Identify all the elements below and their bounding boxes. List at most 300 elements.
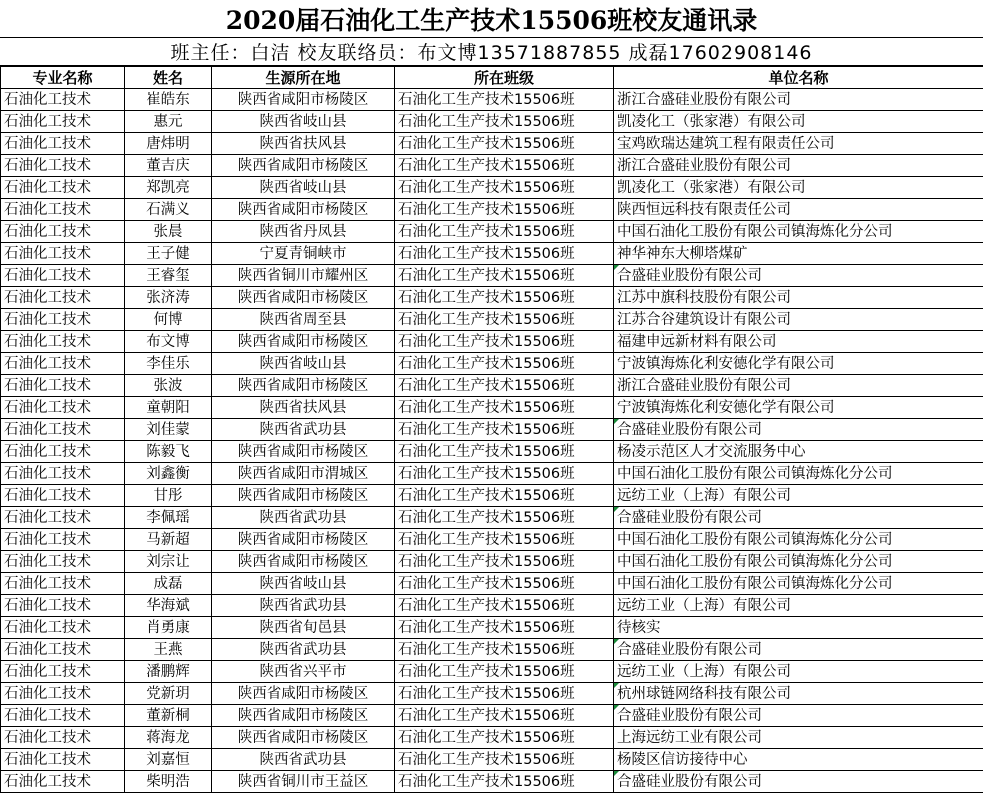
class-cell[interactable]	[395, 749, 614, 771]
major-cell[interactable]	[1, 551, 125, 573]
header-company[interactable]: 单位名称	[614, 67, 983, 89]
class-cell[interactable]	[395, 89, 614, 111]
company-cell[interactable]	[614, 89, 983, 111]
company-cell[interactable]	[614, 199, 983, 221]
name-cell[interactable]	[125, 771, 212, 793]
table-row	[1, 111, 983, 133]
header-name[interactable]: 姓名	[125, 67, 212, 89]
class-cell-text: 石油化工生产技术15506班	[398, 334, 575, 350]
origin-cell[interactable]	[212, 507, 395, 529]
company-cell[interactable]	[614, 529, 983, 551]
major-cell[interactable]	[1, 177, 125, 199]
origin-cell-text: 陕西省咸阳市杨陵区	[238, 92, 369, 108]
major-cell-text: 石油化工技术	[4, 180, 91, 196]
header-row	[1, 67, 983, 89]
origin-cell-text: 陕西省咸阳市杨陵区	[238, 158, 369, 174]
major-cell-text: 石油化工技术	[4, 752, 91, 768]
major-cell[interactable]	[1, 133, 125, 155]
class-cell-text: 石油化工生产技术15506班	[398, 576, 575, 592]
name-cell-text: 蒋海龙	[146, 730, 190, 746]
name-cell-text: 党新玥	[146, 686, 190, 702]
major-cell[interactable]	[1, 419, 125, 441]
company-cell[interactable]	[614, 133, 983, 155]
origin-cell[interactable]	[212, 309, 395, 331]
major-cell-text: 石油化工技术	[4, 664, 91, 680]
company-cell-text: 中国石油化工股份有限公司镇海炼化分公司	[617, 532, 893, 548]
name-cell[interactable]	[125, 397, 212, 419]
class-cell[interactable]	[395, 639, 614, 661]
class-cell[interactable]	[395, 573, 614, 595]
name-cell-text: 王睿玺	[146, 268, 190, 284]
class-cell-text: 石油化工生产技术15506班	[398, 510, 575, 526]
table-row	[1, 375, 983, 397]
name-cell-text: 童朝阳	[146, 400, 190, 416]
class-cell-text: 石油化工生产技术15506班	[398, 356, 575, 372]
table-row	[1, 485, 983, 507]
major-cell-text: 石油化工技术	[4, 378, 91, 394]
origin-cell[interactable]	[212, 287, 395, 309]
name-cell-text: 郑凯亮	[146, 180, 190, 196]
table-row	[1, 617, 983, 639]
major-cell[interactable]	[1, 683, 125, 705]
origin-cell[interactable]	[212, 353, 395, 375]
class-cell-text: 石油化工生产技术15506班	[398, 268, 575, 284]
class-cell[interactable]	[395, 199, 614, 221]
major-cell-text: 石油化工技术	[4, 620, 91, 636]
name-cell[interactable]	[125, 683, 212, 705]
class-cell[interactable]	[395, 617, 614, 639]
major-cell[interactable]	[1, 441, 125, 463]
table-row	[1, 177, 983, 199]
major-cell-text: 石油化工技术	[4, 92, 91, 108]
class-cell[interactable]	[395, 529, 614, 551]
comment-marker-icon	[614, 705, 619, 710]
class-cell-text: 石油化工生产技术15506班	[398, 202, 575, 218]
origin-cell-text: 陕西省兴平市	[260, 664, 347, 680]
company-cell[interactable]	[614, 375, 983, 397]
company-cell-text: 杨凌示范区人才交流服务中心	[617, 444, 806, 460]
table-row	[1, 683, 983, 705]
major-cell[interactable]	[1, 771, 125, 793]
table-row	[1, 573, 983, 595]
major-cell-text: 石油化工技术	[4, 334, 91, 350]
company-cell[interactable]	[614, 771, 983, 793]
class-cell-text: 石油化工生产技术15506班	[398, 246, 575, 262]
major-cell[interactable]	[1, 331, 125, 353]
table-row	[1, 89, 983, 111]
major-cell-text: 石油化工技术	[4, 554, 91, 570]
origin-cell-text: 陕西省岐山县	[260, 356, 347, 372]
origin-cell[interactable]	[212, 749, 395, 771]
name-cell[interactable]	[125, 573, 212, 595]
name-cell[interactable]	[125, 331, 212, 353]
origin-cell[interactable]	[212, 331, 395, 353]
company-cell[interactable]	[614, 265, 983, 287]
company-cell-text: 杨陵区信访接待中心	[617, 752, 748, 768]
company-cell[interactable]	[614, 683, 983, 705]
company-cell[interactable]	[614, 309, 983, 331]
major-cell[interactable]	[1, 485, 125, 507]
company-cell[interactable]	[614, 287, 983, 309]
name-cell[interactable]	[125, 507, 212, 529]
company-cell-text: 中国石油化工股份有限公司镇海炼化分公司	[617, 466, 893, 482]
company-cell[interactable]	[614, 661, 983, 683]
class-cell[interactable]	[395, 551, 614, 573]
major-cell[interactable]	[1, 639, 125, 661]
class-cell[interactable]	[395, 771, 614, 793]
table-row	[1, 155, 983, 177]
origin-cell[interactable]	[212, 485, 395, 507]
origin-cell[interactable]	[212, 639, 395, 661]
company-cell-text: 杭州球链网络科技有限公司	[617, 686, 791, 702]
company-cell[interactable]	[614, 617, 983, 639]
origin-cell[interactable]	[212, 771, 395, 793]
class-cell[interactable]	[395, 727, 614, 749]
name-cell[interactable]	[125, 595, 212, 617]
origin-cell-text: 陕西省武功县	[260, 752, 347, 768]
class-cell[interactable]	[395, 287, 614, 309]
name-cell-text: 张晨	[154, 224, 183, 240]
origin-cell[interactable]	[212, 199, 395, 221]
company-cell-text: 陕西恒远科技有限责任公司	[617, 202, 791, 218]
name-cell-text: 崔皓东	[146, 92, 190, 108]
origin-cell[interactable]	[212, 397, 395, 419]
name-cell[interactable]	[125, 199, 212, 221]
company-cell[interactable]	[614, 705, 983, 727]
origin-cell-text: 陕西省武功县	[260, 598, 347, 614]
company-cell[interactable]	[614, 221, 983, 243]
major-cell-text: 石油化工技术	[4, 708, 91, 724]
major-cell[interactable]	[1, 595, 125, 617]
class-cell[interactable]	[395, 177, 614, 199]
class-cell-text: 石油化工生产技术15506班	[398, 114, 575, 130]
name-cell[interactable]	[125, 441, 212, 463]
major-cell[interactable]	[1, 111, 125, 133]
origin-cell-text: 陕西省武功县	[260, 422, 347, 438]
origin-cell[interactable]	[212, 727, 395, 749]
name-cell[interactable]	[125, 177, 212, 199]
name-cell[interactable]	[125, 353, 212, 375]
class-cell-text: 石油化工生产技术15506班	[398, 664, 575, 680]
name-cell-text: 柴明浩	[146, 774, 190, 790]
origin-cell[interactable]	[212, 133, 395, 155]
table-row	[1, 353, 983, 375]
name-cell-text: 甘彤	[154, 488, 183, 504]
origin-cell[interactable]	[212, 111, 395, 133]
major-cell-text: 石油化工技术	[4, 290, 91, 306]
table-row	[1, 507, 983, 529]
name-cell-text: 陈毅飞	[146, 444, 190, 460]
origin-cell-text: 陕西省咸阳市杨陵区	[238, 686, 369, 702]
class-cell[interactable]	[395, 353, 614, 375]
company-cell[interactable]	[614, 639, 983, 661]
company-cell[interactable]	[614, 353, 983, 375]
name-cell[interactable]	[125, 133, 212, 155]
major-cell[interactable]	[1, 89, 125, 111]
company-cell-text: 浙江合盛硅业股份有限公司	[617, 92, 791, 108]
origin-cell-text: 陕西省扶风县	[260, 400, 347, 416]
name-cell-text: 潘鹏辉	[146, 664, 190, 680]
company-cell-text: 浙江合盛硅业股份有限公司	[617, 158, 791, 174]
name-cell[interactable]	[125, 639, 212, 661]
company-cell-text: 待核实	[617, 620, 661, 636]
class-cell-text: 石油化工生产技术15506班	[398, 422, 575, 438]
origin-cell[interactable]	[212, 221, 395, 243]
origin-cell-text: 陕西省旬邑县	[260, 620, 347, 636]
company-cell-text: 江苏合谷建筑设计有限公司	[617, 312, 791, 328]
company-cell-text: 合盛硅业股份有限公司	[617, 268, 762, 284]
class-cell[interactable]	[395, 265, 614, 287]
company-cell[interactable]	[614, 111, 983, 133]
major-cell-text: 石油化工技术	[4, 532, 91, 548]
name-cell[interactable]	[125, 89, 212, 111]
name-cell-text: 董吉庆	[146, 158, 190, 174]
major-cell-text: 石油化工技术	[4, 312, 91, 328]
class-cell[interactable]	[395, 133, 614, 155]
origin-cell[interactable]	[212, 661, 395, 683]
origin-cell[interactable]	[212, 463, 395, 485]
origin-cell-text: 陕西省咸阳市杨陵区	[238, 334, 369, 350]
class-cell-text: 石油化工生产技术15506班	[398, 180, 575, 196]
table-row	[1, 331, 983, 353]
class-cell-text: 石油化工生产技术15506班	[398, 92, 575, 108]
origin-cell[interactable]	[212, 683, 395, 705]
class-cell[interactable]	[395, 331, 614, 353]
comment-marker-icon	[614, 771, 619, 776]
header-origin[interactable]: 生源所在地	[212, 67, 395, 89]
class-cell[interactable]	[395, 595, 614, 617]
comment-marker-icon	[614, 683, 619, 688]
company-cell[interactable]	[614, 749, 983, 771]
name-cell-text: 刘鑫衡	[146, 466, 190, 482]
class-cell[interactable]	[395, 661, 614, 683]
name-cell-text: 布文博	[146, 334, 190, 350]
origin-cell[interactable]	[212, 375, 395, 397]
name-cell[interactable]	[125, 617, 212, 639]
class-cell-text: 石油化工生产技术15506班	[398, 136, 575, 152]
class-cell[interactable]	[395, 111, 614, 133]
header-class[interactable]: 所在班级	[395, 67, 614, 89]
class-cell-text: 石油化工生产技术15506班	[398, 290, 575, 306]
major-cell[interactable]	[1, 375, 125, 397]
name-cell[interactable]	[125, 727, 212, 749]
class-cell[interactable]	[395, 243, 614, 265]
origin-cell-text: 陕西省铜川市王益区	[238, 774, 369, 790]
name-cell[interactable]	[125, 661, 212, 683]
name-cell[interactable]	[125, 265, 212, 287]
class-cell-text: 石油化工生产技术15506班	[398, 444, 575, 460]
name-cell[interactable]	[125, 419, 212, 441]
name-cell[interactable]	[125, 705, 212, 727]
name-cell[interactable]	[125, 749, 212, 771]
company-cell[interactable]	[614, 397, 983, 419]
name-cell[interactable]	[125, 309, 212, 331]
name-cell[interactable]	[125, 485, 212, 507]
class-cell-text: 石油化工生产技术15506班	[398, 378, 575, 394]
company-cell[interactable]	[614, 551, 983, 573]
company-cell-text: 宁波镇海炼化利安德化学有限公司	[617, 356, 835, 372]
major-cell[interactable]	[1, 265, 125, 287]
company-cell-text: 江苏中旗科技股份有限公司	[617, 290, 791, 306]
company-cell[interactable]	[614, 727, 983, 749]
origin-cell[interactable]	[212, 595, 395, 617]
major-cell[interactable]	[1, 463, 125, 485]
origin-cell-text: 陕西省武功县	[260, 510, 347, 526]
class-cell[interactable]	[395, 375, 614, 397]
name-cell-text: 肖勇康	[146, 620, 190, 636]
name-cell[interactable]	[125, 463, 212, 485]
class-cell[interactable]	[395, 155, 614, 177]
company-cell-text: 合盛硅业股份有限公司	[617, 422, 762, 438]
origin-cell-text: 陕西省咸阳市杨陵区	[238, 290, 369, 306]
company-cell-text: 中国石油化工股份有限公司镇海炼化分公司	[617, 554, 893, 570]
major-cell[interactable]	[1, 155, 125, 177]
name-cell-text: 何博	[154, 312, 183, 328]
company-cell[interactable]	[614, 155, 983, 177]
class-cell[interactable]	[395, 397, 614, 419]
origin-cell[interactable]	[212, 551, 395, 573]
major-cell-text: 石油化工技术	[4, 268, 91, 284]
company-cell[interactable]	[614, 177, 983, 199]
major-cell[interactable]	[1, 397, 125, 419]
company-cell[interactable]	[614, 463, 983, 485]
name-cell-text: 张济涛	[146, 290, 190, 306]
major-cell[interactable]	[1, 529, 125, 551]
class-cell[interactable]	[395, 485, 614, 507]
major-cell-text: 石油化工技术	[4, 642, 91, 658]
origin-cell[interactable]	[212, 177, 395, 199]
company-cell-text: 合盛硅业股份有限公司	[617, 510, 762, 526]
table-row	[1, 595, 983, 617]
origin-cell[interactable]	[212, 243, 395, 265]
origin-cell[interactable]	[212, 155, 395, 177]
class-cell[interactable]	[395, 309, 614, 331]
origin-cell[interactable]	[212, 419, 395, 441]
class-cell[interactable]	[395, 221, 614, 243]
origin-cell-text: 陕西省咸阳市渭城区	[238, 466, 369, 482]
name-cell[interactable]	[125, 243, 212, 265]
origin-cell[interactable]	[212, 529, 395, 551]
origin-cell-text: 陕西省铜川市耀州区	[238, 268, 369, 284]
origin-cell-text: 陕西省岐山县	[260, 180, 347, 196]
origin-cell-text: 陕西省丹凤县	[260, 224, 347, 240]
origin-cell-text: 陕西省扶风县	[260, 136, 347, 152]
name-cell[interactable]	[125, 155, 212, 177]
header-major[interactable]: 专业名称	[1, 67, 125, 89]
name-cell-text: 刘宗让	[146, 554, 190, 570]
major-cell-text: 石油化工技术	[4, 444, 91, 460]
origin-cell[interactable]	[212, 89, 395, 111]
class-cell-text: 石油化工生产技术15506班	[398, 224, 575, 240]
major-cell-text: 石油化工技术	[4, 356, 91, 372]
company-cell[interactable]	[614, 573, 983, 595]
major-cell[interactable]	[1, 221, 125, 243]
company-cell[interactable]	[614, 595, 983, 617]
company-cell[interactable]	[614, 441, 983, 463]
major-cell[interactable]	[1, 309, 125, 331]
company-cell[interactable]	[614, 243, 983, 265]
origin-cell-text: 陕西省咸阳市杨陵区	[238, 532, 369, 548]
major-cell-text: 石油化工技术	[4, 400, 91, 416]
major-cell-text: 石油化工技术	[4, 246, 91, 262]
name-cell-text: 马新超	[146, 532, 190, 548]
class-cell[interactable]	[395, 463, 614, 485]
company-cell[interactable]	[614, 485, 983, 507]
class-cell-text: 石油化工生产技术15506班	[398, 774, 575, 790]
class-cell[interactable]	[395, 705, 614, 727]
alumni-table	[0, 66, 983, 793]
company-cell[interactable]	[614, 507, 983, 529]
name-cell[interactable]	[125, 111, 212, 133]
name-cell-text: 石满义	[146, 202, 190, 218]
major-cell[interactable]	[1, 573, 125, 595]
origin-cell[interactable]	[212, 617, 395, 639]
table-row	[1, 419, 983, 441]
name-cell[interactable]	[125, 529, 212, 551]
name-cell[interactable]	[125, 287, 212, 309]
major-cell[interactable]	[1, 727, 125, 749]
origin-cell[interactable]	[212, 441, 395, 463]
table-row	[1, 287, 983, 309]
origin-cell[interactable]	[212, 705, 395, 727]
origin-cell-text: 陕西省咸阳市杨陵区	[238, 202, 369, 218]
class-cell-text: 石油化工生产技术15506班	[398, 752, 575, 768]
major-cell[interactable]	[1, 287, 125, 309]
major-cell[interactable]	[1, 507, 125, 529]
major-cell-text: 石油化工技术	[4, 576, 91, 592]
class-cell[interactable]	[395, 419, 614, 441]
major-cell[interactable]	[1, 353, 125, 375]
major-cell[interactable]	[1, 661, 125, 683]
name-cell[interactable]	[125, 375, 212, 397]
company-cell[interactable]	[614, 419, 983, 441]
company-cell-text: 宁波镇海炼化利安德化学有限公司	[617, 400, 835, 416]
major-cell-text: 石油化工技术	[4, 598, 91, 614]
name-cell-text: 刘佳蒙	[146, 422, 190, 438]
table-row	[1, 309, 983, 331]
contact-subtitle: 班主任：白洁 校友联络员：布文博13571887855 成磊17602908146	[0, 38, 983, 66]
major-cell-text: 石油化工技术	[4, 422, 91, 438]
name-cell-text: 李佳乐	[146, 356, 190, 372]
table-row	[1, 529, 983, 551]
name-cell[interactable]	[125, 551, 212, 573]
table-row	[1, 397, 983, 419]
major-cell[interactable]	[1, 705, 125, 727]
class-cell[interactable]	[395, 507, 614, 529]
class-cell-text: 石油化工生产技术15506班	[398, 466, 575, 482]
origin-cell[interactable]	[212, 573, 395, 595]
class-cell[interactable]	[395, 683, 614, 705]
name-cell[interactable]	[125, 221, 212, 243]
name-cell-text: 李佩瑶	[146, 510, 190, 526]
table-row	[1, 727, 983, 749]
origin-cell[interactable]	[212, 265, 395, 287]
comment-marker-icon	[614, 639, 619, 644]
class-cell-text: 石油化工生产技术15506班	[398, 312, 575, 328]
major-cell[interactable]	[1, 199, 125, 221]
class-cell[interactable]	[395, 441, 614, 463]
major-cell[interactable]	[1, 243, 125, 265]
table-row	[1, 243, 983, 265]
company-cell-text: 宝鸡欧瑞达建筑工程有限责任公司	[617, 136, 835, 152]
table-row	[1, 661, 983, 683]
company-cell[interactable]	[614, 331, 983, 353]
major-cell[interactable]	[1, 749, 125, 771]
major-cell-text: 石油化工技术	[4, 224, 91, 240]
table-row	[1, 133, 983, 155]
name-cell-text: 王燕	[154, 642, 183, 658]
major-cell[interactable]	[1, 617, 125, 639]
